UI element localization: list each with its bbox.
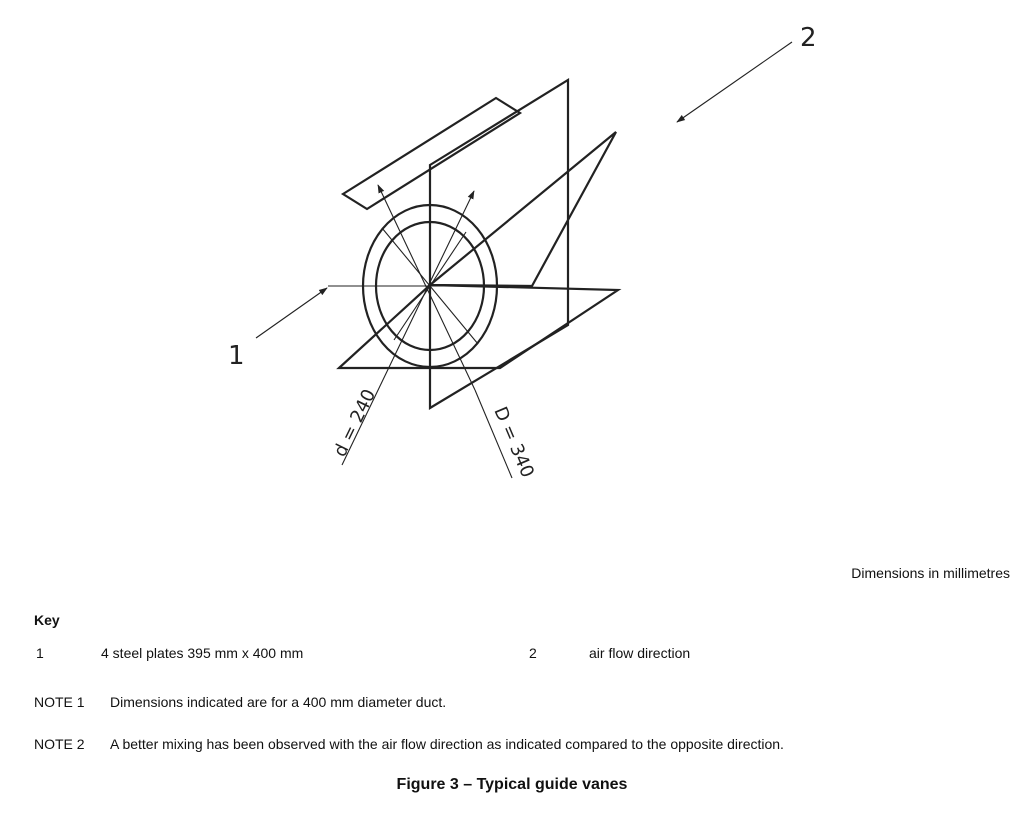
key-item-1-text: 4 steel plates 395 mm x 400 mm: [101, 645, 304, 661]
callout-1-leader: [256, 288, 327, 338]
outer-diameter-label: D = 340: [489, 403, 538, 481]
note-1: [34, 694, 446, 710]
note-2-text: A better mixing has been observed with the air flow direction as indicated compared to the opposite direction.: [110, 736, 784, 752]
key-item-2-text: air flow direction: [589, 645, 691, 661]
key-item-2-number: 2: [529, 645, 537, 661]
inner-diameter-label: d = 240: [329, 385, 381, 461]
vane-plate-upper: [343, 98, 520, 209]
vane-plate-right: [430, 132, 616, 286]
figure-caption: Figure 3 – Typical guide vanes: [396, 776, 628, 793]
note-2: [34, 736, 784, 752]
callout-2-label: 2: [800, 23, 817, 53]
vane-plate-lower: [339, 285, 618, 368]
vane-plate-vertical: [430, 80, 568, 408]
key-heading: Key: [34, 612, 60, 628]
air-flow-arrow: [677, 42, 792, 122]
note-2-label: NOTE 2: [34, 736, 85, 752]
note-1-text: Dimensions indicated are for a 400 mm diameter duct.: [110, 694, 447, 710]
callout-1-label: 1: [228, 341, 245, 371]
key-item-1-number: 1: [36, 645, 44, 661]
note-1-label: NOTE 1: [34, 694, 85, 710]
dimensions-note: Dimensions in millimetres: [851, 565, 1010, 581]
